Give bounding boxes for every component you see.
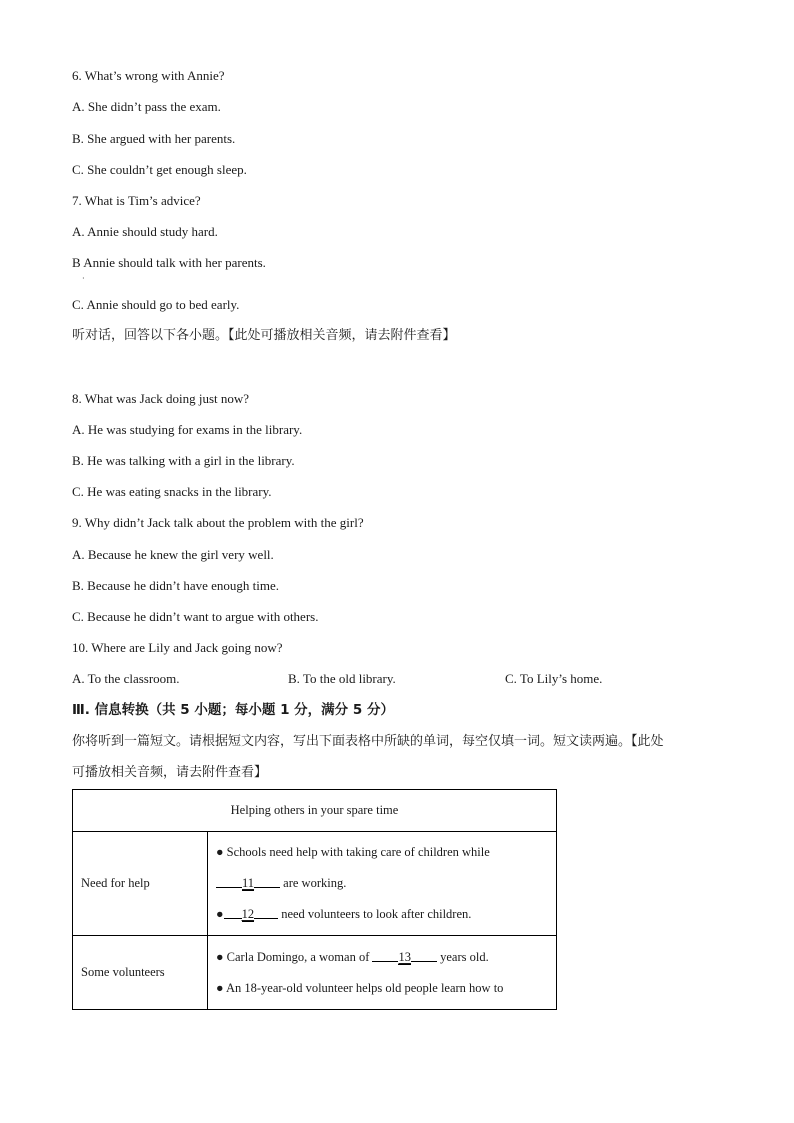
- q10-option-c: C. To Lily’s home.: [505, 671, 603, 686]
- q7-option-c: C. Annie should go to bed early.: [72, 297, 240, 312]
- table-title: Helping others in your spare time: [73, 790, 557, 832]
- q7-question: 7. What is Tim’s advice?: [72, 193, 201, 208]
- row-line-suffix: years old.: [436, 949, 489, 964]
- row-line-suffix: are working.: [280, 876, 347, 890]
- row-content: [208, 936, 557, 1010]
- q9-question: 9. Why didn’t Jack talk about the problem with the girl?: [72, 515, 364, 530]
- q7-option-a: A. Annie should study hard.: [72, 224, 218, 239]
- q10-option-a: A. To the classroom.: [72, 671, 180, 686]
- blank-13[interactable]: 13: [372, 942, 437, 973]
- q7-option-b-mark: ·: [82, 274, 85, 283]
- table-row: [73, 936, 557, 1010]
- row-line: [216, 942, 556, 973]
- row-label: Need for help: [73, 832, 208, 936]
- row-label: Some volunteers: [73, 936, 208, 1010]
- bullet: ●: [216, 907, 224, 921]
- table-row: [73, 832, 557, 936]
- info-table: [72, 789, 557, 1010]
- q6-option-c: C. She couldn’t get enough sleep.: [72, 162, 247, 177]
- q9-option-b: B. Because he didn’t have enough time.: [72, 578, 279, 593]
- section-3-instruction-line-2: 可播放相关音频，请去附件查看】: [72, 765, 268, 780]
- q8-question: 8. What was Jack doing just now?: [72, 391, 250, 406]
- q9-option-a: A. Because he knew the girl very well.: [72, 547, 274, 562]
- q8-option-b: B. He was talking with a girl in the library.: [72, 453, 295, 468]
- q6-option-b: B. She argued with her parents.: [72, 131, 236, 146]
- row-line: ● An 18-year-old volunteer helps old people learn how to: [216, 980, 504, 995]
- section-3-instruction-line-1: 你将听到一篇短文。请根据短文内容，写出下面表格中所缺的单词，每空仅填一词。短文读两遍。【此处: [72, 734, 664, 749]
- row-line: [216, 868, 556, 899]
- row-content: [208, 832, 557, 936]
- q10-option-b: B. To the old library.: [288, 671, 396, 686]
- q8-option-a: A. He was studying for exams in the library.: [72, 422, 303, 437]
- row-line: ● Schools need help with taking care of children while: [216, 845, 490, 859]
- row-line-prefix: ● Carla Domingo, a woman of: [216, 949, 373, 964]
- q7-option-b: B Annie should talk with her parents.: [72, 255, 266, 270]
- section-3-heading: Ⅲ. 信息转换（共 5 小题；每小题 1 分，满分 5 分）: [72, 702, 394, 718]
- blank-11[interactable]: 11: [216, 868, 280, 899]
- table-header-row: [73, 790, 557, 832]
- row-line-suffix: need volunteers to look after children.: [278, 907, 472, 921]
- q8-option-c: C. He was eating snacks in the library.: [72, 484, 272, 499]
- q6-option-a: A. She didn’t pass the exam.: [72, 99, 221, 114]
- row-line: [216, 899, 556, 930]
- q9-option-c: C. Because he didn’t want to argue with others.: [72, 609, 319, 624]
- blank-12[interactable]: 12: [224, 899, 279, 930]
- q6-question: 6. What’s wrong with Annie?: [72, 68, 225, 83]
- dialog-instruction: 听对话，回答以下各小题。【此处可播放相关音频，请去附件查看】: [72, 328, 456, 343]
- q10-question: 10. Where are Lily and Jack going now?: [72, 640, 283, 655]
